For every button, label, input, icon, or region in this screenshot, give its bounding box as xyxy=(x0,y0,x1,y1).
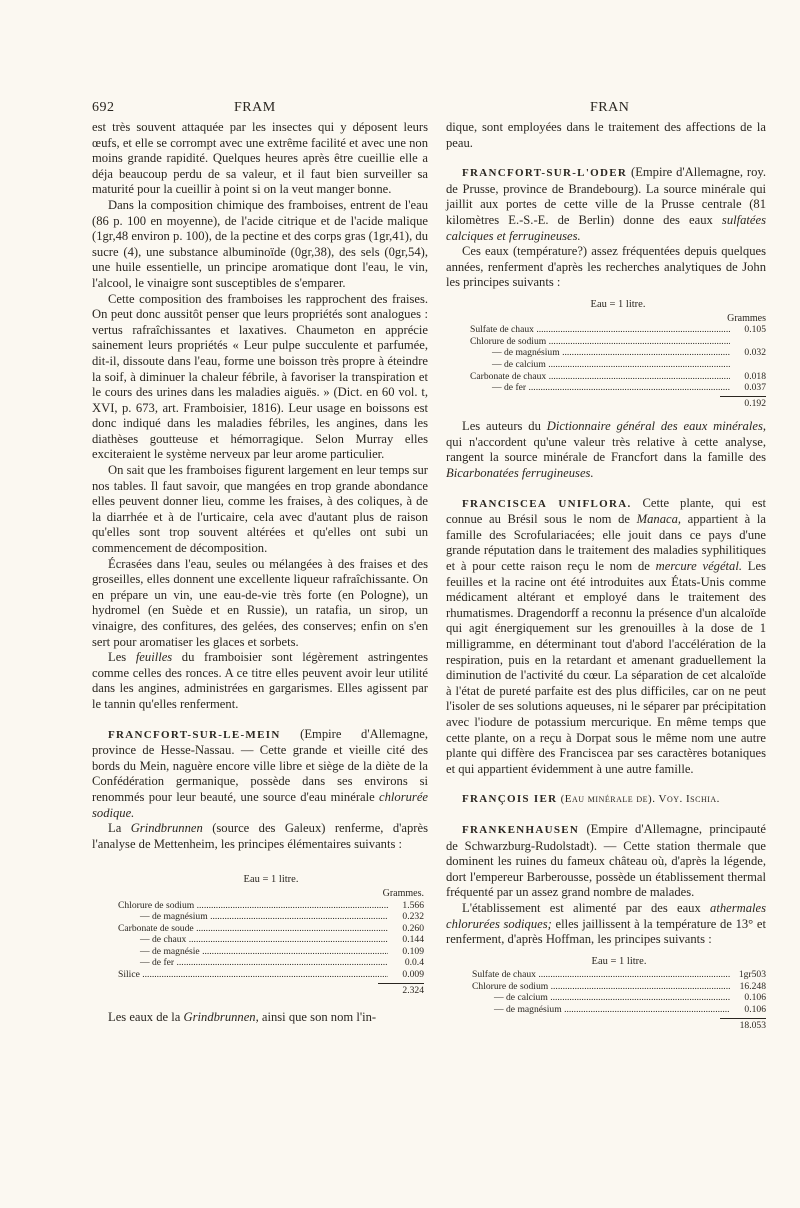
table-row-value: 1.566 xyxy=(402,899,424,911)
table-row-value: 0.144 xyxy=(402,934,424,946)
table-row-value: 1gr503 xyxy=(738,969,766,981)
table-row-value: 0.106 xyxy=(744,1004,766,1016)
table-unit: Grammes xyxy=(727,312,766,324)
table-row xyxy=(118,934,424,946)
table-row xyxy=(470,359,766,371)
table-unit: Grammes. xyxy=(382,887,424,899)
table-row-value: 0.105 xyxy=(744,324,766,336)
table-row-label: — de magnésium ..... xyxy=(118,911,388,923)
table-title: Eau = 1 litre. xyxy=(591,955,647,967)
paragraph: Ces eaux (température?) assez fréquentées depuis quelques années, renferment d'après les recherches analytiques de John les principes suivants : xyxy=(446,244,766,290)
table-row-label: Chlorure de sodium ..... xyxy=(472,981,730,993)
table-row xyxy=(470,324,766,336)
table-row-label: — de magnésium ..... xyxy=(472,1004,730,1016)
entry-heading: FRANÇOIS IER xyxy=(462,793,558,806)
paragraph: Les auteurs du Dictionnaire général des eaux minérales, qui n'accordent qu'une valeur très relative à cette analyse, rangent la source minérale de Francfort dans la famille des Bicarbonatées ferrugineuses. xyxy=(446,419,766,481)
paragraph: dique, sont employées dans le traitement des affections de la peau. xyxy=(446,120,766,150)
paragraph: La Grindbrunnen (source des Galeux) renferme, d'après l'analyse de Mettenheim, les principes élémentaires suivants : xyxy=(92,821,428,851)
table-row-label: — de chaux ..... xyxy=(118,934,388,946)
table-row-value: 0.009 xyxy=(402,969,424,981)
table-row-label: Carbonate de chaux ..... xyxy=(470,371,730,383)
table-title: Eau = 1 litre. xyxy=(590,298,646,310)
table-row xyxy=(118,923,424,935)
composition-table-grindbrunnen xyxy=(118,874,424,996)
table-row-value: 16.248 xyxy=(739,980,766,992)
table-row xyxy=(470,347,766,359)
composition-table-frankenhausen xyxy=(472,956,766,1032)
left-column xyxy=(92,120,428,1026)
table-row-value: 0.032 xyxy=(744,347,766,359)
paragraph: L'établissement est alimenté par des eaux athermales chlorurées sodiques; elles jaillissent à la température de 13° et renferment, d'après Hoffman, les principes suivants : xyxy=(446,900,766,947)
paragraph: Cette composition des framboises les rapprochent des fraises. On peut donc aussitôt penser que leurs propriétés sont analogues : vertus rafraîchissantes et laxatives. Chaumeton en apprécie sainement leurs propriétés « Leur pulpe succulente et parfumée, dit-il, dissoute dans l'eau, forme une boisson très propre à éteindre la soif, à diminuer la chaleur fébrile, à favoriser la transpiration et le cours des urines dans les maladies aiguës. » (Dict. en 60 vol. t, XVI, p. 673, art. Framboisier, 1816). Leur usage en boissons est donc indiqué dans les maladies fébriles, les angines, dans les diathèses goutteuse et hémorragique. Selon Murray elles exciteraient le système nerveux par leur arome particulier. xyxy=(92,291,428,462)
table-row-label: Sulfate de chaux ..... xyxy=(470,324,730,336)
entry-heading: FRANCFORT-SUR-LE-MEIN xyxy=(108,728,281,741)
table-row-value: 0.0.4 xyxy=(404,957,424,969)
entry-francfort-sur-le-mein: FRANCFORT-SUR-LE-MEIN (Empire d'Allemagne, province de Hesse-Nassau. — Cette grande et vieille cité des bords du Mein, naguère encore ville libre et siège de la diète de la Confédération germanique, possède dans ses environs si renommés pour leur beauté, une source d'eau minérale chlorurée sodique. xyxy=(92,726,428,820)
entry-frankenhausen: FRANKENHAUSEN (Empire d'Allemagne, principauté de Schwarzburg-Rudolstadt). — Cette station thermale que dominent les ruines du fameux château où, d'après la légende, dort l'empereur Barberousse, possède un établissement thermal fréquenté par un assez grand nombre de malades. xyxy=(446,821,766,900)
entry-francois-ier: FRANÇOIS IER (Eau minérale de). Voy. Ischia. xyxy=(462,793,720,806)
table-row xyxy=(470,382,766,394)
table-row xyxy=(472,1004,766,1016)
table-total: 18.053 xyxy=(720,1018,766,1032)
table-row-value: 0.037 xyxy=(744,382,766,394)
entry-heading: FRANKENHAUSEN xyxy=(462,823,580,836)
table-row-label: Chlorure de sodium ..... xyxy=(118,900,388,912)
table-row-value: 0.232 xyxy=(402,911,424,923)
table-row-label: — de magnésium ..... xyxy=(470,347,730,359)
paragraph: Les feuilles du framboisier sont légèrement astringentes comme celles des ronces. A ce titre elles peuvent avoir leur utilité dans les angines, administrées en gargarismes. Elles agissent par le tannin qu'elles renferment. xyxy=(92,650,428,711)
table-row-label: Chlorure de sodium ..... xyxy=(470,336,730,348)
entry-francfort-sur-l-oder: FRANCFORT-SUR-L'ODER (Empire d'Allemagne, roy. de Prusse, province de Brandebourg). La source minérale qui jaillit aux portes de cette ville de la Prusse centrale (81 kilomètres E.-S.-E. de Berlin) donne des eaux sulfatées calciques et ferrugineuses. xyxy=(446,165,766,243)
entry-heading: FRANCISCEA UNIFLORA. xyxy=(462,497,632,510)
table-total: 2.324 xyxy=(378,983,424,997)
paragraph: Les eaux de la Grindbrunnen, ainsi que son nom l'in- xyxy=(108,1010,377,1025)
table-row-label: — de fer ..... xyxy=(470,382,730,394)
table-title: Eau = 1 litre. xyxy=(243,874,299,886)
table-row xyxy=(118,946,424,958)
table-row-value: 0.260 xyxy=(402,922,424,934)
paragraph: Dans la composition chimique des framboises, entrent de l'eau (86 p. 100 en moyenne), de l'acide citrique et de l'acide malique (1gr,48 environ p. 100), de la pectine et des corps gras (1gr,41), du sucre (4), une substance albuminoïde (0gr,38), des sels (0gr,54), une huile essentielle, un principe aromatique dont l'eau, le vin, l'alcool, le vinaigre sont susceptibles de s'emparer. xyxy=(92,197,428,290)
table-row xyxy=(470,336,766,348)
table-row-label: — de calcium ..... xyxy=(472,992,730,1004)
table-row-label: Silice ..... xyxy=(118,969,388,981)
table-row xyxy=(118,957,424,969)
table-row xyxy=(118,969,424,981)
right-column xyxy=(446,120,766,1041)
running-head-left: FRAM xyxy=(234,100,276,115)
table-row-label: Carbonate de soude ..... xyxy=(118,923,388,935)
table-total: 0.192 xyxy=(720,396,766,410)
composition-table-oder xyxy=(470,299,766,409)
table-row xyxy=(472,981,766,993)
table-row xyxy=(470,371,766,383)
page-number: 692 xyxy=(92,100,115,115)
table-row xyxy=(118,900,424,912)
paragraph: On sait que les framboises figurent largement en leur temps sur nos tables. Il faut savoir, que mangées en trop grande abondance elles peuvent donner lieu, comme les fraises, à des coliques, à de la diarrhée et à de l'urticaire, cela avec d'autant plus de raison qu'elles sont trop souvent altérées et qu'elles ont subi un commencement de décomposition. xyxy=(92,463,428,556)
table-row xyxy=(118,911,424,923)
paragraph: Écrasées dans l'eau, seules ou mélangées à des fraises et des groseilles, elles donnent une excellente liqueur rafraîchissante. On en prépare un vin, une eau-de-vie très forte (en Pologne), un hydromel (en Suède et en Russie), un ratafia, un sirop, un vinaigre, des confitures, des gelées, des conserves; enfin on s'en sert pour aromatiser les glaces et sorbets. xyxy=(92,556,428,649)
table-row-label: — de fer ..... xyxy=(118,957,388,969)
running-head-right: FRAN xyxy=(590,100,630,115)
table-row-label: — de magnésie ..... xyxy=(118,946,388,958)
table-row-value: 0.109 xyxy=(402,945,424,957)
table-row-label: Sulfate de chaux ..... xyxy=(472,969,730,981)
table-row-value: 0.018 xyxy=(744,370,766,382)
table-row xyxy=(472,969,766,981)
table-row xyxy=(472,992,766,1004)
entry-franciscea-uniflora: FRANCISCEA UNIFLORA. Cette plante, qui est connue au Brésil sous le nom de Manaca, appartient à la famille des Scrofulariacées; elle jouit dans ce pays d'une grande réputation dans le traitement des maladies syphilitiques et à pour cette raison reçu le nom de mercure végétal. Les feuilles et la racine ont été introduites aux États-Unis comme médicament altérant et employé dans le traitement des rhumatismes. Dragendorff a reconnu la présence d'un alcaloïde qui agit énergiquement sur les grenouilles à la dose de 1 milligramme, en déterminant tout d'abord l'accélération de la respiration, puis en la retardant et amenant graduellement la diminution de l'activité du cœur. La séparation de cet alcaloïde à l'état de pureté parfaite est des plus difficiles, car on ne peut l'isoler de ses solutions aqueuses, ni le séparer par précipitation avec l'iodure de potassium mercurique. En même temps que cette plante, on a reçu à Dorpat sous le même nom une autre plante qui diffère des Franciscea par ses caractères botaniques et qui appartient évidemment à une autre famille. xyxy=(446,495,766,776)
paragraph: est très souvent attaquée par les insectes qui y déposent leurs œufs, et elle se corrompt avec une extrême facilité et avec une non moins grande rapidité. Quelques heures après être cueillie elle a déja beaucoup perdu de sa valeur, et il faut bien surveiller sa maturité pour la cueillir à point si on la veut manger bonne. xyxy=(92,120,428,197)
table-row-label: — de calcium ..... xyxy=(470,359,730,371)
table-row-value: 0.106 xyxy=(744,992,766,1004)
entry-heading: FRANCFORT-SUR-L'ODER xyxy=(462,167,628,180)
